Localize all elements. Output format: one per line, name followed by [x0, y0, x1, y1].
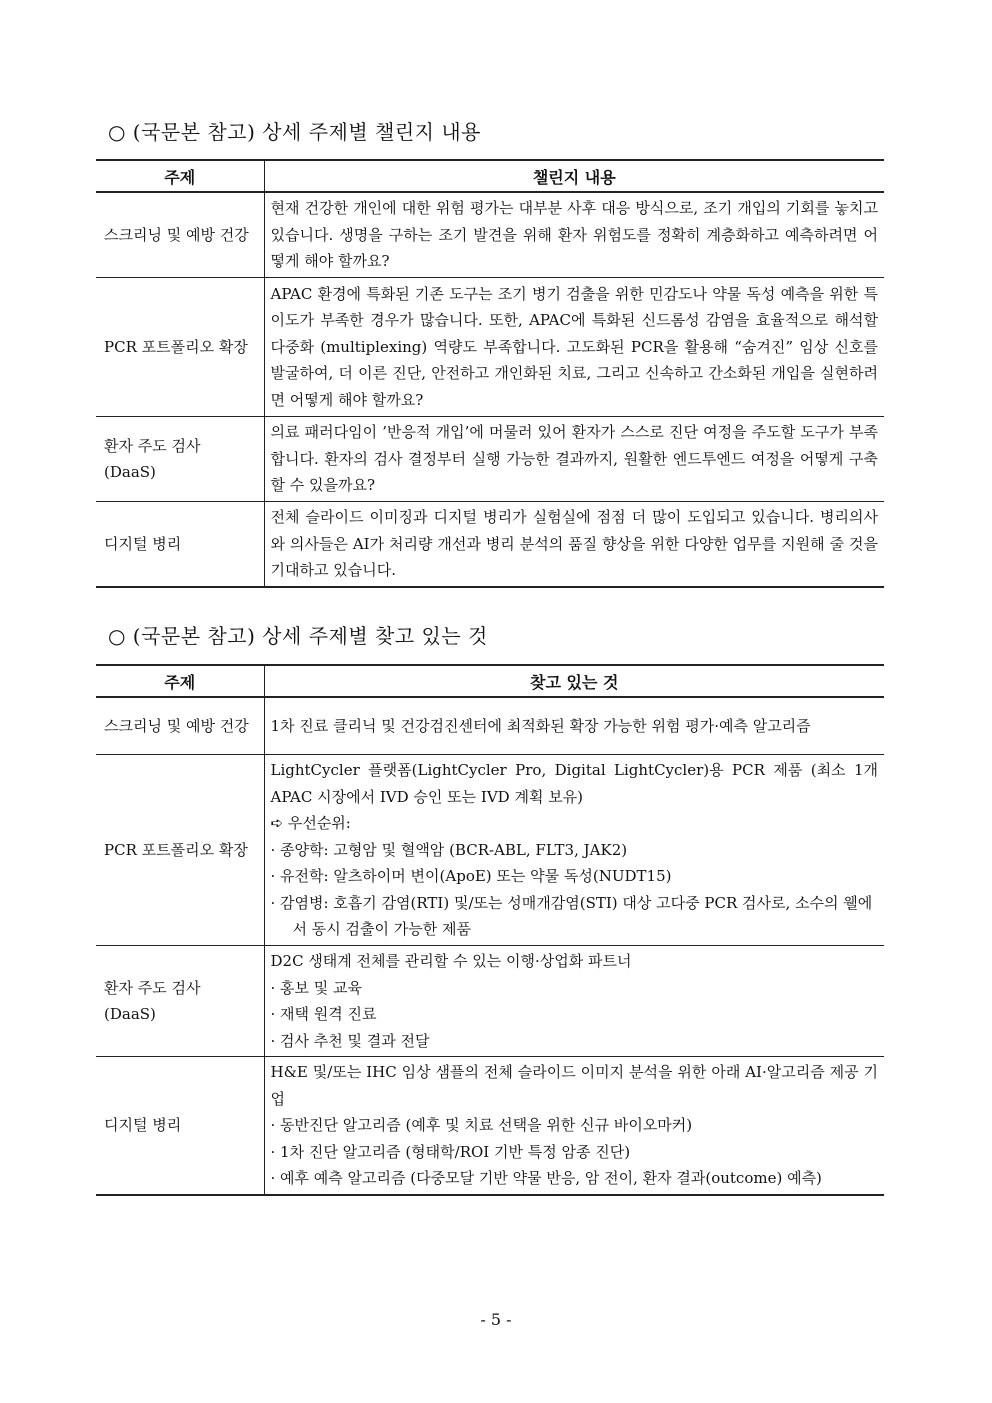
- header-topic: 주제: [96, 665, 264, 697]
- content-cell: 1차 진료 클리닉 및 건강검진센터에 최적화된 확장 가능한 위험 평가·예측 알고리즘: [264, 697, 884, 755]
- table-header-row: [96, 665, 884, 697]
- content-cell: 의료 패러다임이 ’반응적 개입’에 머물러 있어 환자가 스스로 진단 여정을 주도할 도구가 부족합니다. 환자의 검사 결정부터 실행 가능한 결과까지, 원활한 엔드투엔드 여정을 어떻게 구축할 수 있을까요?: [264, 417, 884, 502]
- bullet-item: · 홍보 및 교육: [270, 978, 363, 997]
- table-row: [96, 192, 884, 278]
- topic-cell: 디지털 병리: [96, 1057, 264, 1195]
- bullet-item: · 1차 진단 알고리즘 (형태학/ROI 기반 특정 암종 진단): [270, 1142, 631, 1161]
- section-title-challenges: ○ (국문본 참고) 상세 주제별 챌린지 내용: [108, 120, 482, 144]
- content-cell: [264, 946, 884, 1057]
- bullet-item: · 검사 추천 및 결과 전달: [270, 1031, 430, 1050]
- bullet-item: · 동반진단 알고리즘 (예후 및 치료 선택을 위한 신규 바이오마커): [270, 1116, 693, 1134]
- content-intro: D2C 생태계 전체를 관리할 수 있는 이행·상업화 파트너: [270, 952, 632, 970]
- page-number: - 5 -: [480, 1310, 512, 1329]
- looking-for-table: [96, 664, 884, 1196]
- table-row: [96, 1057, 884, 1195]
- topic-cell: 디지털 병리: [96, 502, 264, 588]
- section-title-looking-for: ○ (국문본 참고) 상세 주제별 찾고 있는 것: [108, 624, 488, 648]
- table-row: [96, 278, 884, 417]
- content-cell: 전체 슬라이드 이미징과 디지털 병리가 실험실에 점점 더 많이 도입되고 있습니다. 병리의사와 의사들은 AI가 처리량 개선과 병리 분석의 품질 향상을 위한 다양한 업무를 지원해 줄 것을 기대하고 있습니다.: [264, 502, 884, 588]
- topic-cell: 스크리닝 및 예방 건강: [96, 192, 264, 278]
- topic-cell: 스크리닝 및 예방 건강: [96, 697, 264, 755]
- topic-cell: 환자 주도 검사 (DaaS): [96, 946, 264, 1057]
- header-looking-for: 찾고 있는 것: [264, 665, 884, 697]
- content-intro: LightCycler 플랫폼(LightCycler Pro, Digital LightCycler)용 PCR 제품 (최소 1개 APAC 시장에서 IVD 승인 또는 IVD 계획 보유): [270, 761, 878, 806]
- table-row: [96, 697, 884, 755]
- content-cell: APAC 환경에 특화된 기존 도구는 조기 병기 검출을 위한 민감도나 약물 독성 예측을 위한 특이도가 부족한 경우가 많습니다. 또한, APAC에 특화된 신드롬성 감염을 효율적으로 해석할 다중화 (multiplexing) 역량도 부족합니다. 고도화된 PCR을 활용해 “숨겨진” 임상 신호를 발굴하여, 더 이른 진단, 안전하고 개인화된 치료, 그리고 신속하고 간소화된 개입을 실현하려면 어떻게 해야 할까요?: [264, 278, 884, 417]
- topic-cell: PCR 포트폴리오 확장: [96, 278, 264, 417]
- table-row: [96, 755, 884, 946]
- content-intro: H&E 및/또는 IHC 임상 샘플의 전체 슬라이드 이미지 분석을 위한 아래 AI·알고리즘 제공 기업: [270, 1063, 878, 1108]
- bullet-item: · 유전학: 알츠하이머 변이(ApoE) 또는 약물 독성(NUDT15): [270, 867, 672, 886]
- table-header-row: [96, 160, 884, 192]
- table-row: [96, 417, 884, 502]
- table-row: [96, 502, 884, 588]
- topic-cell: PCR 포트폴리오 확장: [96, 755, 264, 946]
- content-cell: 현재 건강한 개인에 대한 위험 평가는 대부분 사후 대응 방식으로, 조기 개입의 기회를 놓치고 있습니다. 생명을 구하는 조기 발견을 위해 환자 위험도를 정확히 계층화하고 예측하려면 어떻게 해야 할까요?: [264, 192, 884, 278]
- bullet-item: · 예후 예측 알고리즘 (다중모달 기반 약물 반응, 암 전이, 환자 결과(outcome) 예측): [270, 1169, 822, 1187]
- bullet-item: · 감염병: 호흡기 감염(RTI) 및/또는 성매개감염(STI) 대상 고다중 PCR 검사로, 소수의 웰에서 동시 검출이 가능한 제품: [270, 893, 873, 939]
- content-cell: [264, 755, 884, 946]
- bullet-item: · 종양학: 고형암 및 혈액암 (BCR-ABL, FLT3, JAK2): [270, 840, 628, 859]
- bullet-item: · 재택 원격 진료: [270, 1005, 377, 1023]
- header-topic: 주제: [96, 160, 264, 192]
- challenges-table: [96, 159, 884, 588]
- content-cell: [264, 1057, 884, 1195]
- priority-label: ➪ 우선순위:: [270, 814, 351, 833]
- table-row: [96, 946, 884, 1057]
- header-challenge-content: 챌린지 내용: [264, 160, 884, 192]
- topic-cell: 환자 주도 검사 (DaaS): [96, 417, 264, 502]
